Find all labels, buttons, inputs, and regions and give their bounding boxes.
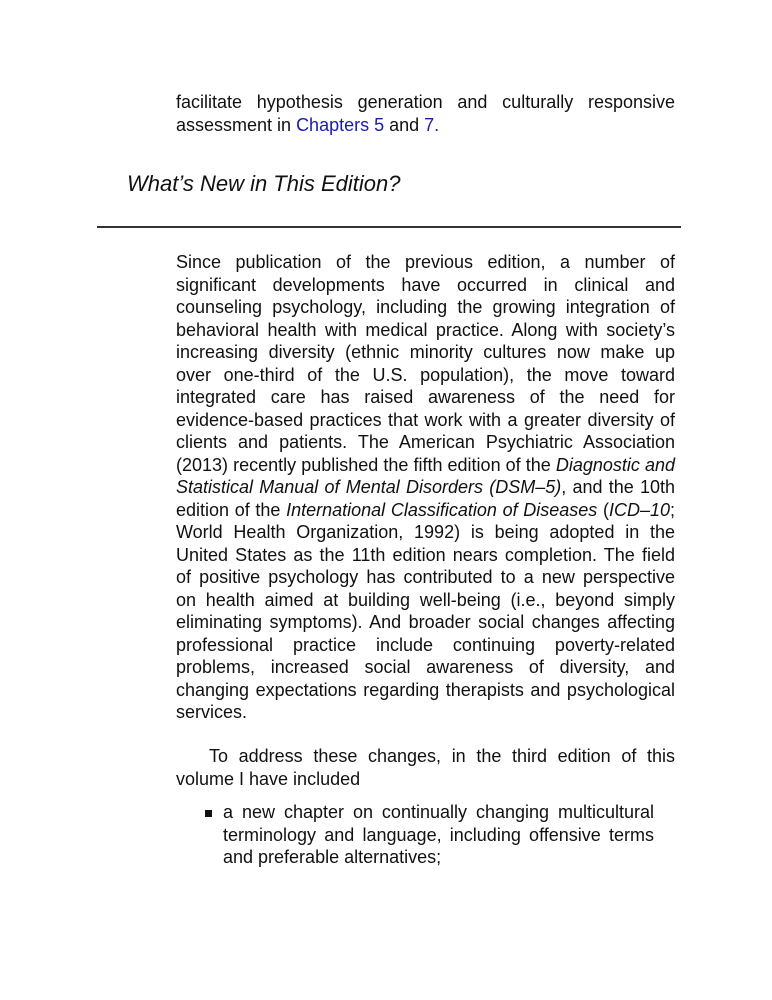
intro-paragraph bbox=[176, 91, 675, 136]
body-text-1: Since publication of the previous edition, a number of significant developments have occurred in clinical and counseling psychology, including the growing integration of behavioral health with medical practice. Along with society’s increasing diversity (ethnic minority cultures now make up over one-third of the U.S. population), the move toward integrated care has raised awareness of the need for evidence-based practices that work with a greater diversity of clients and patients. The American Psychiatric Association (2013) recently published the fifth edition of the bbox=[176, 252, 675, 475]
icd-title: International Classification of Diseases bbox=[286, 499, 598, 520]
body-text-3: ( bbox=[597, 499, 609, 520]
section-heading: What’s New in This Edition? bbox=[127, 171, 401, 196]
section-divider bbox=[97, 226, 681, 228]
dsm-title: Diagnostic and Statistical Manual of Mental Disorders (DSM–5) bbox=[176, 454, 675, 497]
bullet-square-icon bbox=[205, 810, 212, 817]
changes-list bbox=[204, 801, 654, 869]
chapter-7-link[interactable]: 7. bbox=[424, 114, 440, 135]
body-text-4: ; World Health Organization, 1992) is being adopted in the United States as the 11th edition nears completion. The field of positive psychology has contributed to a new perspective on health aimed at building well-being (i.e., beyond simply eliminating symptoms). And broader social changes affecting professional practice include continuing poverty-related problems, increased social awareness of diversity, and changing expectations regarding therapists and psychological services. bbox=[176, 499, 675, 722]
body-paragraph bbox=[176, 251, 675, 724]
changes-paragraph: To address these changes, in the third edition of this volume I have included bbox=[176, 746, 675, 789]
list-item-text: a new chapter on continually changing multicultural terminology and language, including offensive terms and preferable alternatives; bbox=[223, 802, 654, 867]
body-text-2: , and the 10th edition of the bbox=[176, 477, 676, 520]
list-item bbox=[204, 801, 654, 869]
intro-conjunction: and bbox=[384, 114, 425, 135]
intro-text: facilitate hypothesis generation and culturally responsive assessment in bbox=[176, 92, 675, 135]
icd-abbreviation: ICD–10 bbox=[608, 499, 670, 520]
chapter-5-link[interactable]: Chapters 5 bbox=[296, 114, 385, 135]
